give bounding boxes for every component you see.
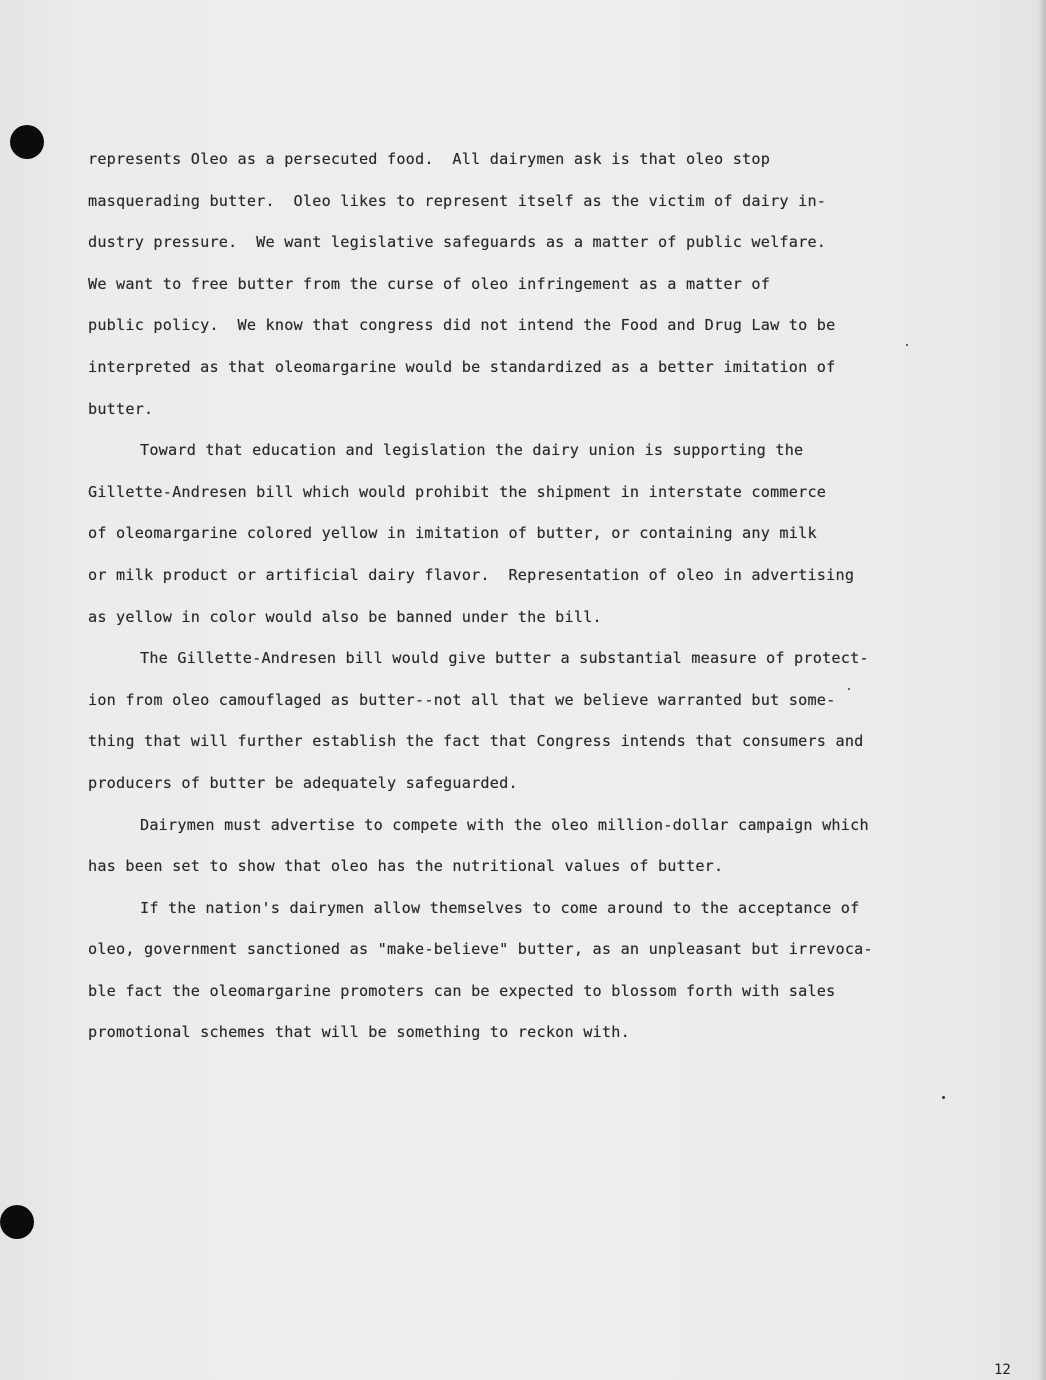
- text-line: Toward that education and legislation the dairy union is supporting the: [140, 441, 804, 460]
- text-line: dustry pressure. We want legislative safeguards as a matter of public welfare.: [88, 233, 827, 252]
- document-body: [88, 145, 960, 1060]
- text-line: has been set to show that oleo has the nutritional values of butter.: [88, 857, 724, 876]
- scan-speck: [942, 1096, 945, 1099]
- paragraph-4: [88, 811, 960, 894]
- page-edge-shadow: [1038, 0, 1046, 1380]
- text-line: public policy. We know that congress did not intend the Food and Drug Law to be: [88, 316, 836, 335]
- page-number: 12: [994, 1362, 1011, 1378]
- text-line: producers of butter be adequately safeguarded.: [88, 773, 518, 792]
- text-line: If the nation's dairymen allow themselves to come around to the acceptance of: [140, 898, 860, 917]
- text-line: masquerading butter. Oleo likes to represent itself as the victim of dairy in-: [88, 191, 827, 210]
- paragraph-1: [88, 145, 960, 436]
- text-line: Dairymen must advertise to compete with the oleo million-dollar campaign which: [140, 815, 869, 834]
- text-line: or milk product or artificial dairy flavor. Representation of oleo in advertising: [88, 565, 855, 584]
- text-line: interpreted as that oleomargarine would be standardized as a better imitation of: [88, 357, 836, 376]
- text-line: ble fact the oleomargarine promoters can be expected to blossom forth with sales: [88, 981, 836, 1000]
- paragraph-2: [88, 436, 960, 644]
- text-line: We want to free butter from the curse of oleo infringement as a matter of: [88, 274, 771, 293]
- text-line: oleo, government sanctioned as "make-believe" butter, as an unpleasant but irrevoca-: [88, 940, 873, 959]
- text-line: thing that will further establish the fact that Congress intends that consumers and: [88, 732, 864, 751]
- text-line: The Gillette-Andresen bill would give butter a substantial measure of protect-: [140, 649, 869, 668]
- text-line: as yellow in color would also be banned under the bill.: [88, 607, 602, 626]
- paragraph-3: [88, 644, 960, 810]
- text-line: promotional schemes that will be something to reckon with.: [88, 1023, 630, 1042]
- punch-hole-bottom: [0, 1205, 34, 1239]
- punch-hole-top: [10, 125, 44, 159]
- text-line: ion from oleo camouflaged as butter--not all that we believe warranted but some-: [88, 690, 836, 709]
- text-line: of oleomargarine colored yellow in imitation of butter, or containing any milk: [88, 524, 817, 543]
- text-line: Gillette-Andresen bill which would prohibit the shipment in interstate commerce: [88, 482, 827, 501]
- text-line: butter.: [88, 399, 154, 418]
- text-line: represents Oleo as a persecuted food. All dairymen ask is that oleo stop: [88, 150, 771, 168]
- paragraph-5: [88, 894, 960, 1060]
